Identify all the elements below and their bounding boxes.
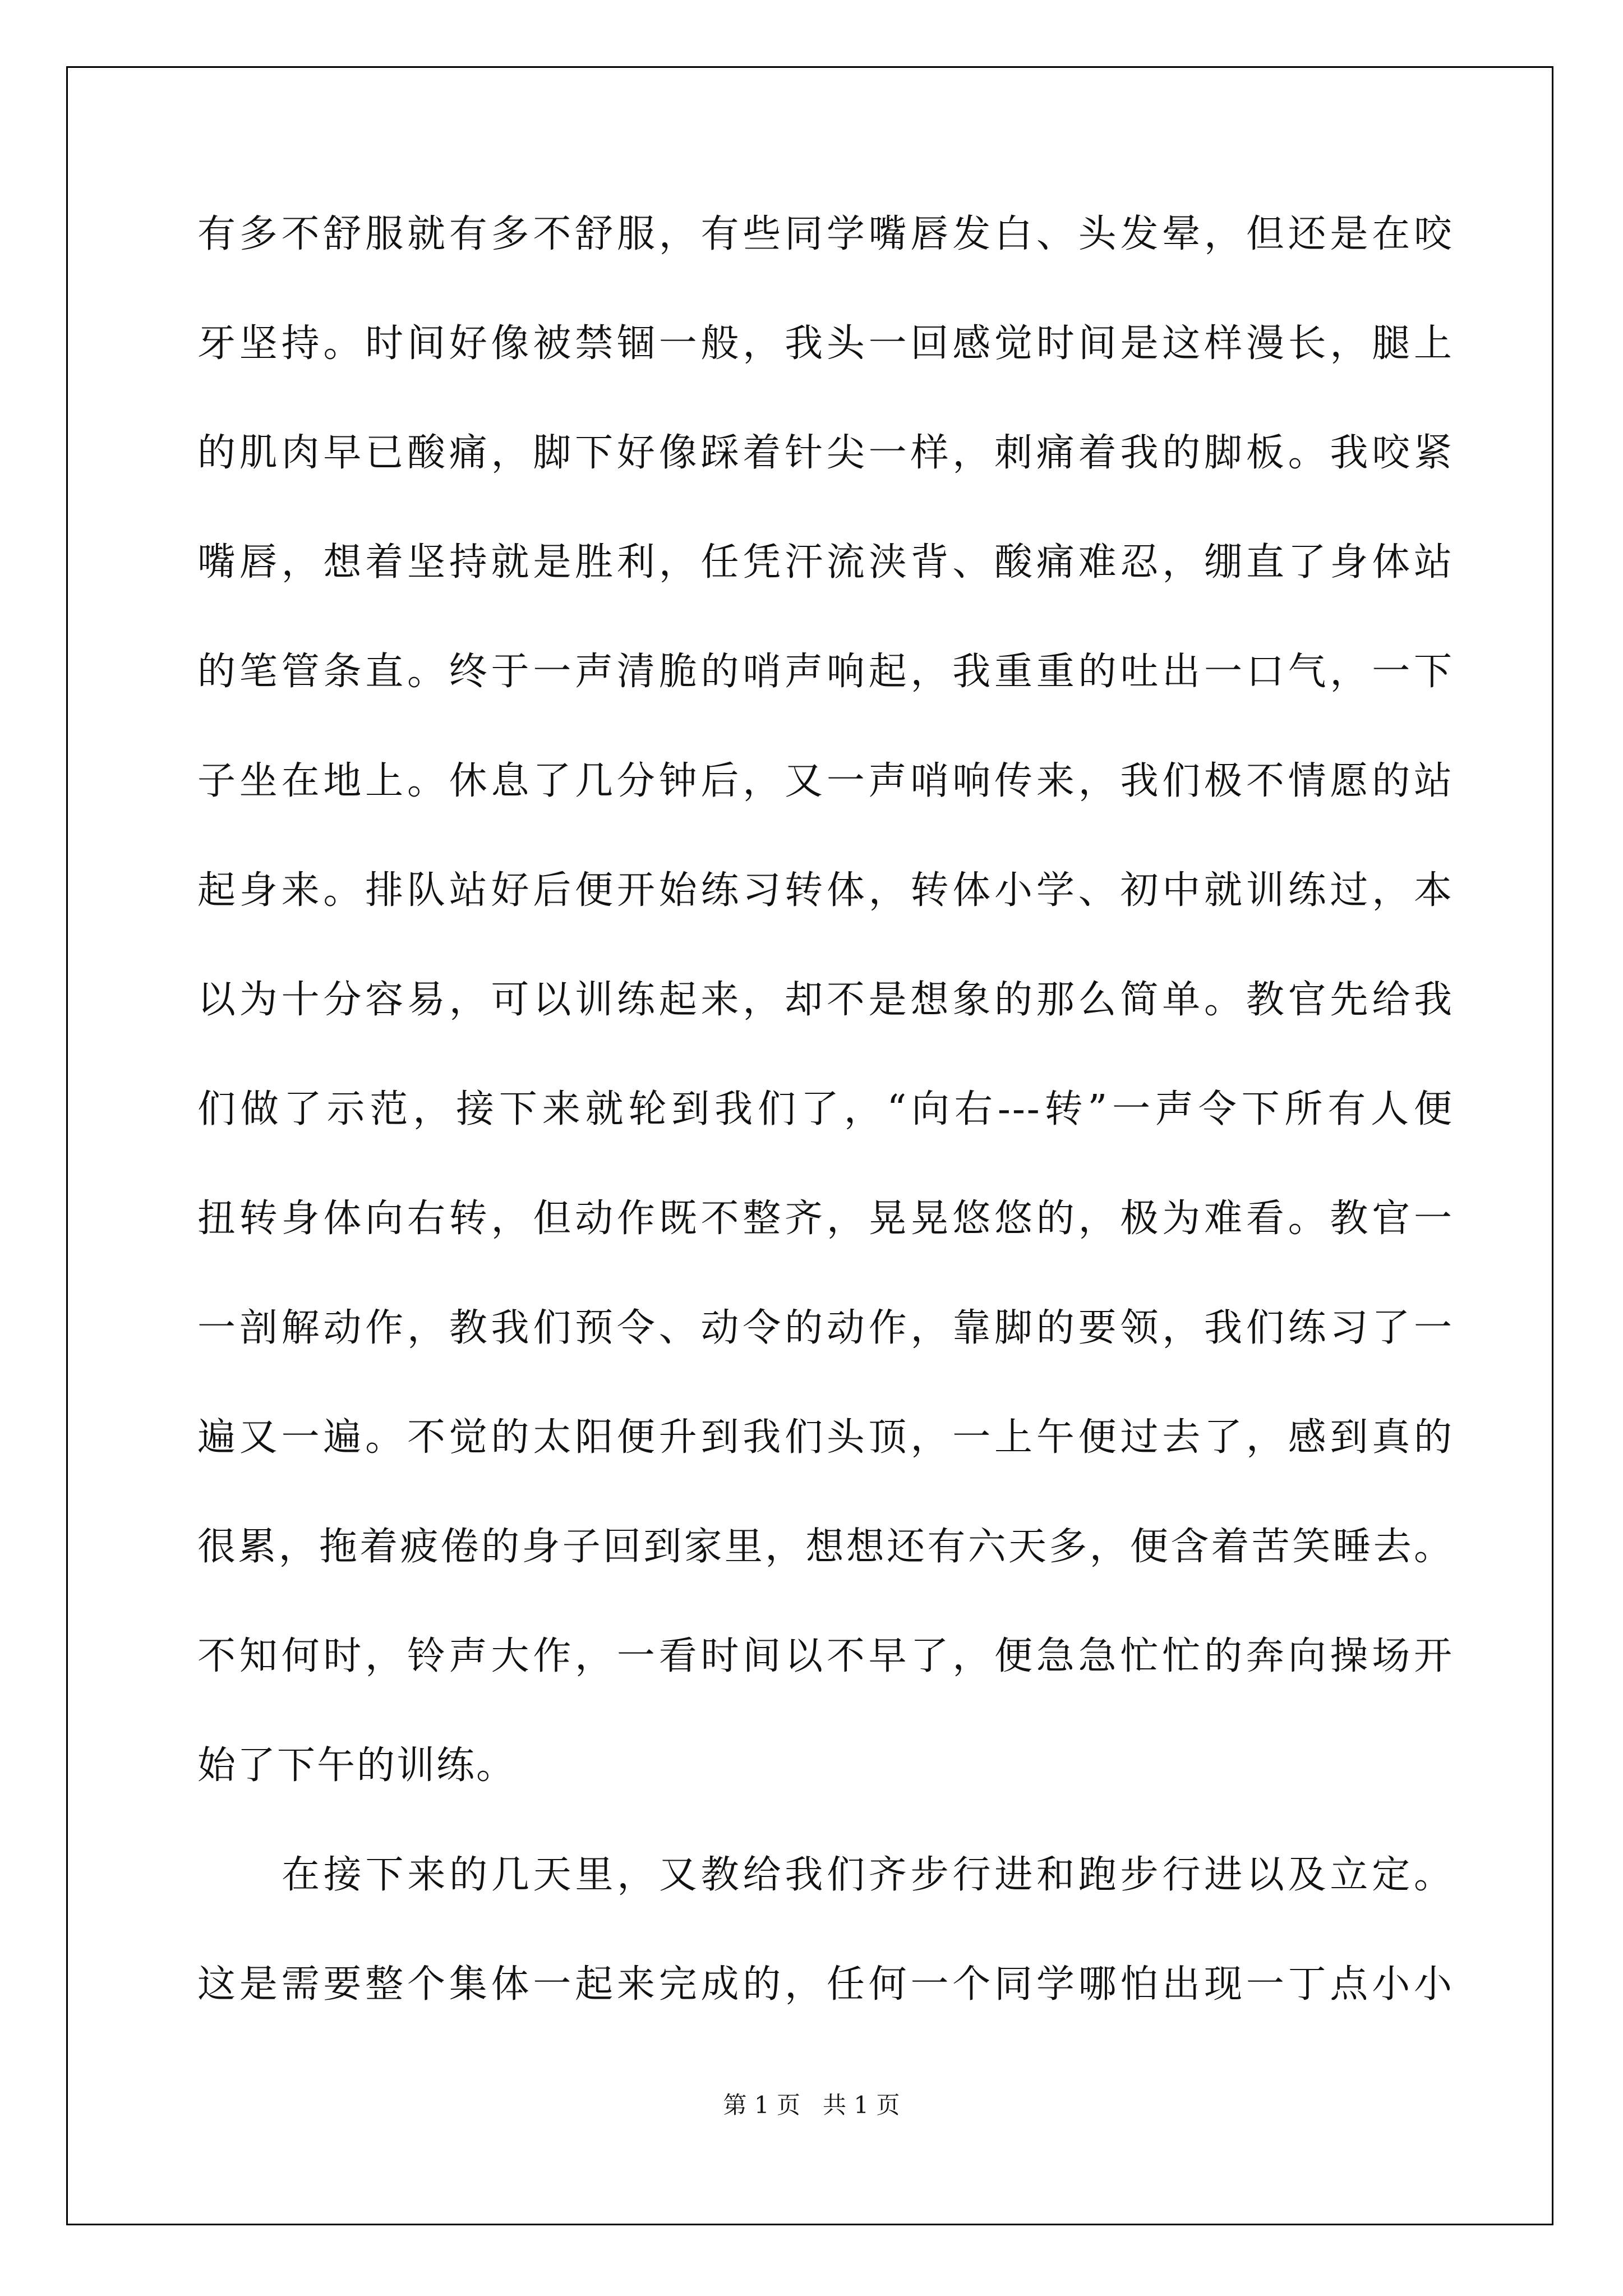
- text-line: 扭转身体向右转，但动作既不整齐，晃晃悠悠的，极为难看。教官一: [197, 1197, 1454, 1241]
- text-line: 们做了示范，接下来就轮到我们了，“向右---转”一声令下所有人便: [197, 1087, 1454, 1131]
- text-line: 子坐在地上。休息了几分钟后，又一声哨响传来，我们极不情愿的站: [197, 759, 1454, 803]
- text-line: 的笔管条直。终于一声清脆的哨声响起，我重重的吐出一口气，一下: [197, 650, 1454, 694]
- text-line: 很累，拖着疲倦的身子回到家里，想想还有六天多，便含着苦笑睡去。: [197, 1525, 1454, 1569]
- text-line: 的肌肉早已酸痛，脚下好像踩着针尖一样，刺痛着我的脚板。我咬紧: [197, 431, 1454, 475]
- text-line: 起身来。排队站好后便开始练习转体，转体小学、初中就训练过，本: [197, 868, 1454, 913]
- paragraph-2: [197, 1848, 1454, 2067]
- text-line: 一剖解动作，教我们预令、动令的动作，靠脚的要领，我们练习了一: [197, 1306, 1454, 1350]
- page-footer: 第 1 页 共 1 页: [723, 2091, 900, 2119]
- document-body: [197, 208, 1454, 2067]
- text-line: 遍又一遍。不觉的太阳便升到我们头顶，一上午便过去了，感到真的: [197, 1415, 1454, 1460]
- text-line: 有多不舒服就有多不舒服，有些同学嘴唇发白、头发晕，但还是在咬: [197, 212, 1454, 256]
- paragraph-1: [197, 208, 1454, 1848]
- text-line: 嘴唇，想着坚持就是胜利，任凭汗流浃背、酸痛难忍，绷直了身体站: [197, 540, 1454, 585]
- text-line: 始了下午的训练。: [197, 1743, 517, 1788]
- text-line: 牙坚持。时间好像被禁锢一般，我头一回感觉时间是这样漫长，腿上: [197, 321, 1454, 366]
- text-line: 不知何时，铃声大作，一看时间以不早了，便急急忙忙的奔向操场开: [197, 1634, 1454, 1678]
- text-line: 以为十分容易，可以训练起来，却不是想象的那么简单。教官先给我: [197, 978, 1454, 1022]
- text-line: 在接下来的几天里，又教给我们齐步行进和跑步行进以及立定。: [282, 1853, 1454, 1897]
- text-line: 这是需要整个集体一起来完成的，任何一个同学哪怕出现一丁点小小: [197, 1962, 1454, 2007]
